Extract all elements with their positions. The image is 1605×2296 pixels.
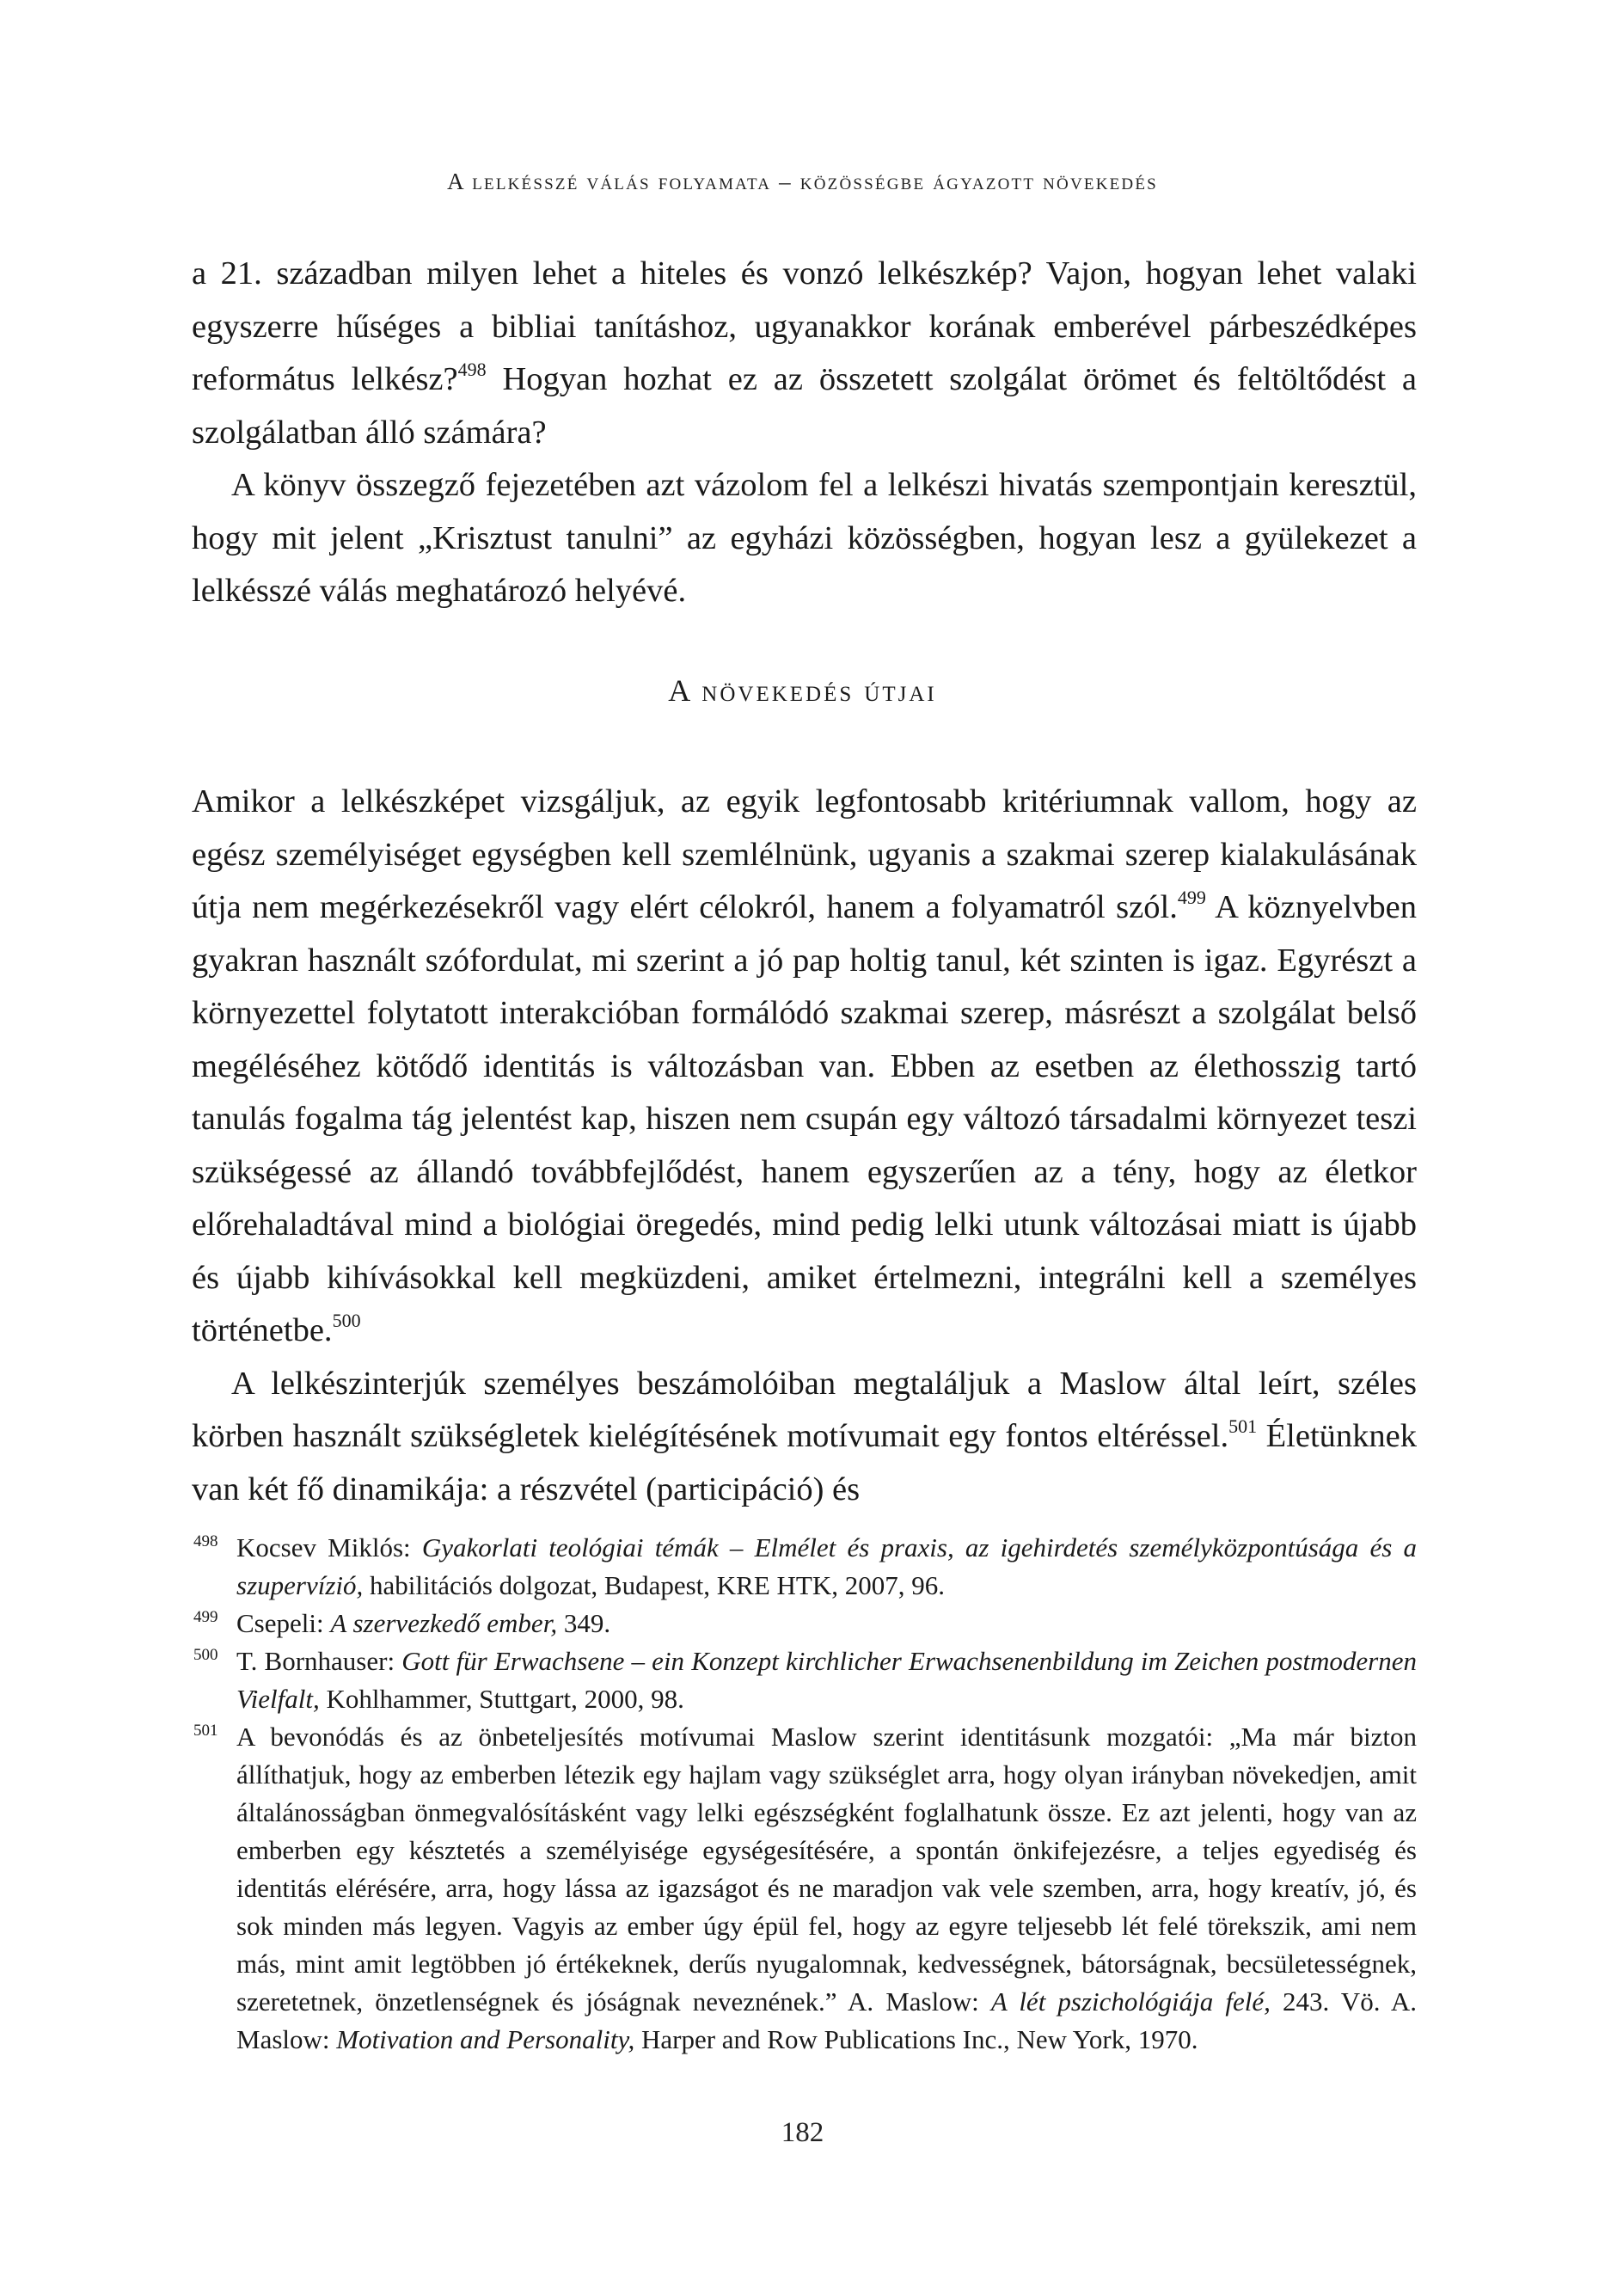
footnote-text: Harper and Row Publications Inc., New York, 1970.	[634, 2024, 1198, 2054]
footnote-text: 349.	[557, 1608, 611, 1638]
footnote-text: A bevonódás és az önbeteljesítés motívumai Maslow szerint identitásunk mozgatói: „Ma már bizton állíthatjuk, hogy az emberben létezik egy hajlam vagy szükséglet arra, hogy olyan irányban növekedjen, amit általánosságban önmegvalósításként vagy lelki egészségként foglalhatunk össze. Ez azt jelenti, hogy van az emberben egy késztetés a személyisége egységesítésére, a spontán önkifejezésre, a teljes egyediség és identitás elérésére, arra, hogy lássa az igazságot és ne maradjon vak vele szemben, arra, hogy kreatív, jó, és sok minden más legyen. Vagyis az ember úgy épül fel, hogy az egyre teljesebb lét felé törekszik, ami nem más, mint amit legtöbben jó értékeknek, derűs nyugalomnak, kedvességnek, bátorságnak, becsületességnek, szeretetnek, önzetlenségnek és jóságnak neveznének.” A. Maslow:	[236, 1722, 1417, 2017]
footnote-author: T. Bornhauser:	[236, 1646, 402, 1676]
footnote-title: Gott für Erwachsene – ein Konzept kirchlicher Erwachsenenbildung im Zeichen postmodernen Vielfalt,	[236, 1646, 1418, 1714]
footnote-499	[192, 1605, 1417, 1642]
footnote-number: 498	[193, 1532, 218, 1550]
footnote-ref[interactable]: 498	[457, 359, 487, 380]
paragraph-text: Hogyan hozhat ez az összetett szolgálat örömet és feltöltődést a szolgálatban álló számára?	[192, 361, 1418, 451]
section-body	[192, 776, 1417, 1516]
footnote-text: 243. Vö. A. Maslow:	[236, 1986, 1417, 2054]
section-heading: A növekedés útjai	[668, 673, 937, 708]
page-number: 182	[781, 2117, 824, 2148]
footnote-number: 501	[193, 1722, 218, 1740]
intro-text	[192, 248, 1417, 618]
paragraph	[192, 248, 1417, 459]
footnote-number: 500	[193, 1646, 218, 1664]
footnote-title: Motivation and Personality,	[336, 2024, 635, 2054]
footnote-501	[192, 1718, 1417, 2059]
footnote-title: A lét pszichológiája felé,	[990, 1986, 1271, 2017]
paragraph-text: A könyv összegző fejezetében azt vázolom fel a lelkészi hivatás szempontjain keresztül, hogy mit jelent „Krisztust tanulni” az egyházi közösségben, hogyan lesz a gyülekezet a lelkésszé válás meghatározó helyévé.	[192, 467, 1417, 609]
footnote-500	[192, 1642, 1417, 1718]
paragraph-text: Életünknek van két fő dinamikája: a részvétel (participáció) és	[192, 1418, 1417, 1507]
footnote-number: 499	[193, 1608, 218, 1626]
footnote-ref[interactable]: 499	[1177, 887, 1206, 908]
footnote-text: Kohlhammer, Stuttgart, 2000, 98.	[319, 1684, 684, 1714]
footnote-author: Csepeli:	[236, 1608, 331, 1638]
running-head: A lelkésszé válás folyamata – közösségbe ágyazott növekedés	[447, 169, 1158, 194]
footnote-ref[interactable]: 501	[1228, 1415, 1258, 1437]
paragraph	[192, 1358, 1417, 1517]
paragraph-text: A lelkészinterjúk személyes beszámolóiban megtaláljuk a Maslow által leírt, széles körben használt szükségletek kielégítésének motívumait egy fontos eltéréssel.	[192, 1365, 1417, 1454]
paragraph-text: Amikor a lelkészképet vizsgáljuk, az egyik legfontosabb kritériumnak vallom, hogy az egész személyiséget egységben kell szemlélnünk, ugyanis a szakmai szerep kialakulásának útja nem megérkezésekről vagy elért célokról, hanem a folyamatról szól.	[192, 783, 1417, 925]
paragraph-text: a 21. században milyen lehet a hiteles és vonzó lelkészkép? Vajon, hogyan lehet valaki egyszerre hűséges a bibliai tanításhoz, ugyanakkor korának emberével párbeszédképes református lelkész?	[192, 255, 1417, 397]
footnotes	[192, 1529, 1417, 2059]
paragraph	[192, 776, 1417, 1358]
footnote-text: habilitációs dolgozat, Budapest, KRE HTK, 2007, 96.	[363, 1570, 945, 1600]
footnote-498	[192, 1529, 1417, 1605]
footnote-ref[interactable]: 500	[332, 1310, 361, 1331]
footnote-author: Kocsev Miklós:	[236, 1532, 422, 1562]
paragraph	[192, 459, 1417, 618]
footnote-title: Gyakorlati teológiai témák – Elmélet és praxis, az igehirdetés személyközpontúsága és a szupervízió,	[236, 1532, 1417, 1600]
paragraph-text: A köznyelvben gyakran használt szófordulat, mi szerint a jó pap holtig tanul, két szinten is igaz. Egyrészt a környezettel folytatott interakcióban formálódó szakmai szerep, másrészt a szolgálat belső megéléséhez kötődő identitás is változásban van. Ebben az esetben az élethosszig tartó tanulás fogalma tág jelentést kap, hiszen nem csupán egy változó társadalmi környezet teszi szükségessé az állandó továbbfejlődést, hanem egyszerűen az a tény, hogy az életkor előrehaladtával mind a biológiai öregedés, mind pedig lelki utunk változásai miatt is újabb és újabb kihívásokkal kell megküzdeni, amiket értelmezni, integrálni kell a személyes történetbe.	[192, 889, 1417, 1348]
footnote-title: A szervezkedő ember,	[330, 1608, 558, 1638]
